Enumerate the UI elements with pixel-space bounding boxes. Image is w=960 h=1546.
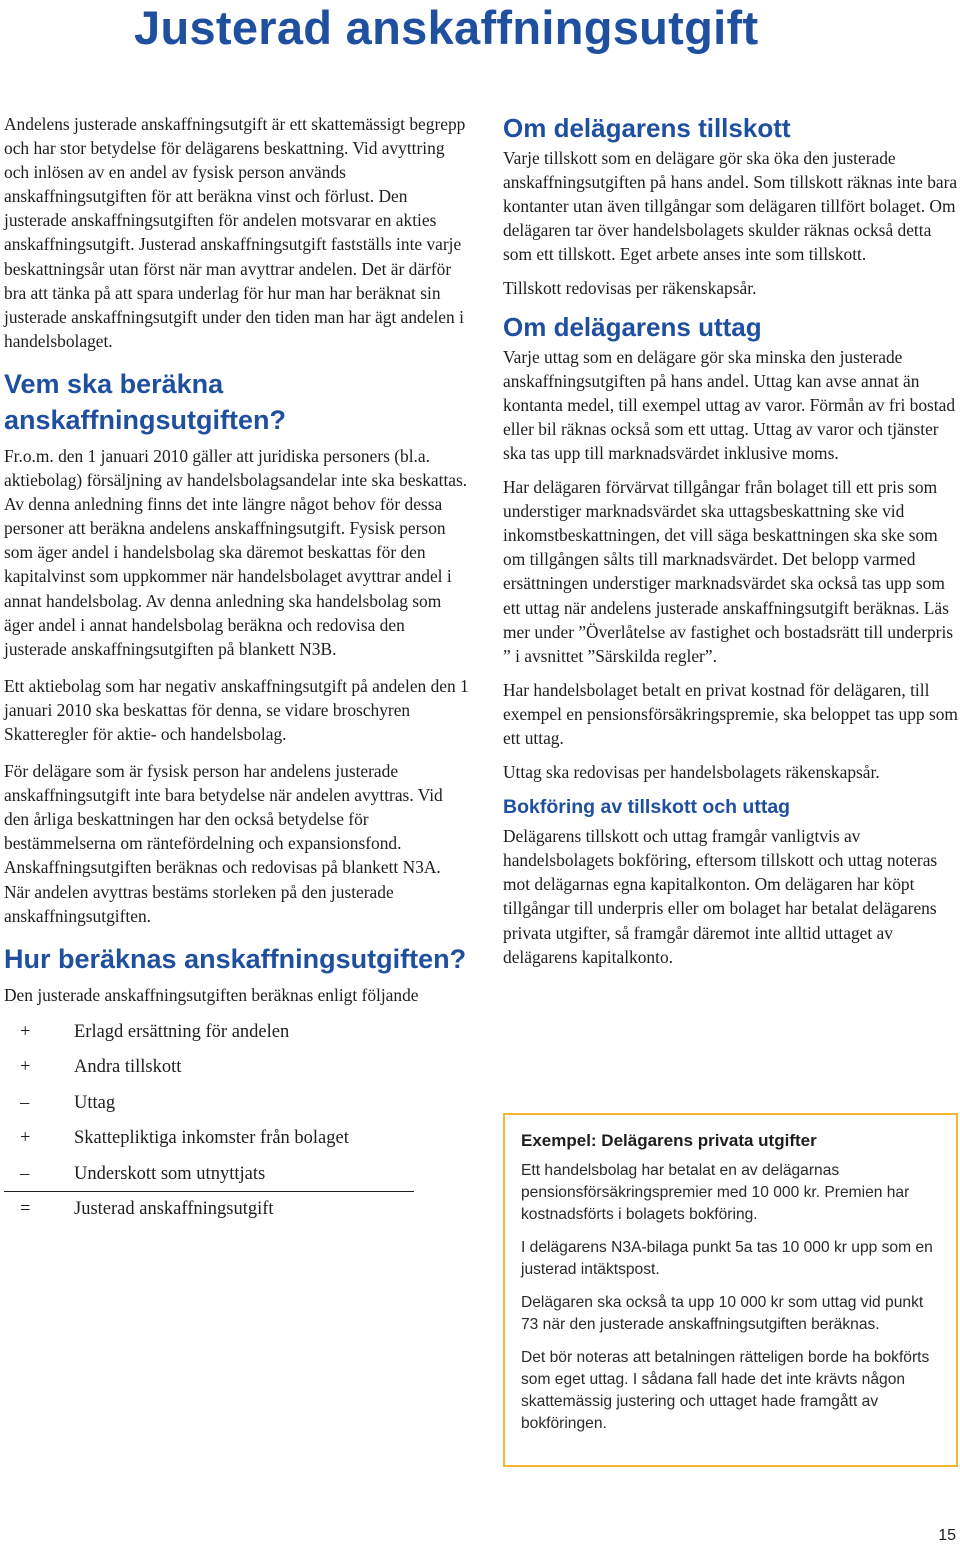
example-title: Exempel: Delägarens privata utgifter (521, 1131, 817, 1150)
formula-text: Justerad anskaffningsutgift (74, 1198, 274, 1219)
formula-row (4, 1015, 414, 1051)
heading-how-calculated: Hur beräknas anskaffningsutgiften? (4, 943, 467, 974)
who-paragraph-3: För delägare som är fysisk person har andelens justerade anskaffningsutgift inte bara betydelse när andelen avyttras. Vid den årliga beskattningen har den också betydelse för bestämmelserna om räntefördelning och expansionsfond. Anskaffningsutgiften beräknas och redovisas på blankett N3A. När andelen avyttras bestäms storleken på den justerade anskaffningsutgiften. (4, 761, 443, 926)
heading-bokforing: Bokföring av tillskott och uttag (503, 796, 791, 819)
formula-text: Skattepliktiga inkomster från bolaget (74, 1128, 349, 1149)
intro-paragraph: Andelens justerade anskaffningsutgift är ett skattemässigt begrepp och har stor betydelse för delägarens beskattning. Vid avyttring och inlösen av en andel av fysisk person används anskaffningsutgiften för att beräkna vinst och förlust. Den justerade anskaffningsutgiften för andelen motsvarar en akties anskaffningsutgift. Justerad anskaffningsutgift fastställs inte varje beskattningsår utan först när man avyttrar andelen. Det är därför bra att tänka på att spara underlag för hur man har beräknat sin justerade anskaffningsutgift under den tiden man har ägt andelen i handelsbolaget. (4, 114, 466, 351)
example-box (503, 1113, 958, 1467)
heading-uttag: Om delägarens uttag (503, 311, 762, 342)
who-paragraph-1: Fr.o.m. den 1 januari 2010 gäller att juridiska personers (bl.a. aktiebolag) försäljning av handelsbolagsandelar inte ska beskattas. Av denna anledning finns det inte längre något behov för dessa personer att beräkna andelens anskaffningsutgift. Fysisk person som äger andel i handelsbolag ska däremot beskattas för den kapitalvinst som uppkommer när handelsbolaget avyttrar andel i annat handelsbolag. Av denna anledning ska handelsbolag som äger andel i annat handelsbolag beräkna och redovisa den justerade anskaffningsutgiften på blankett N3B. (4, 445, 468, 659)
formula-row (4, 1157, 414, 1192)
formula-sign: + (20, 1057, 31, 1078)
formula-text: Underskott som utnyttjats (74, 1163, 266, 1184)
formula-row (4, 1121, 414, 1157)
formula-sign: = (20, 1198, 31, 1219)
tillskott-paragraph-2: Tillskott redovisas per räkenskapsår. (503, 278, 757, 299)
formula-text: Uttag (74, 1092, 116, 1113)
formula-sign: – (20, 1163, 30, 1184)
formula-text: Erlagd ersättning för andelen (74, 1021, 290, 1042)
formula-text: Andra tillskott (74, 1057, 182, 1078)
uttag-paragraph-2: Har delägaren förvärvat tillgångar från bolaget till ett pris som understiger marknadsvärdet ska uttagsbeskattning ske vid inkomstbeskattningen, det vill säga beskattningen ska ske som om tillgången sålts till marknadsvärdet. Det belopp varmed ersättningen understiger marknadsvärdet ska också tas upp som ett uttag när andelens justerade anskaffningsutgift beräknas. Läs mer under ”Överlåtelse av fastighet och bostadsrätt till underpris ” i avsnittet ”Särskilda regler”. (503, 477, 954, 666)
formula-sign: + (20, 1021, 31, 1042)
formula-result-row (4, 1192, 414, 1228)
calculation-formula (4, 1015, 470, 1228)
formula-sign: + (20, 1128, 31, 1149)
heading-tillskott: Om delägarens tillskott (503, 113, 791, 143)
page-title: Justerad anskaffningsutgift (134, 1, 759, 54)
bokforing-paragraph: Delägarens tillskott och uttag framgår vanligtvis av handelsbolagets bokföring, eftersom tillskott och uttag noteras mot delägarnas egna kapitalkonton. Om delägaren har köpt tillgångar till underpris eller om bolaget har betalat delägarens privata utgifter, så framgår däremot inte alltid uttaget av delägarens kapitalkonto. (503, 826, 938, 967)
tillskott-paragraph-1: Varje tillskott som en delägare gör ska öka den justerade anskaffningsutgiften på hans andel. Som tillskott räknas inte bara kontanter utan även tillgångar som delägaren tillfört bolaget. Om delägaren tar över handelsbolagets skulder räknas också detta som ett tillskott. Eget arbete anses inte som tillskott. (503, 148, 958, 265)
example-paragraph-4: Det bör noteras att betalningen rätteligen borde ha bokförts som eget uttag. I sådana fall hade det inte krävts någon skattemässig justering och uttaget hade framgått av bokföringen. (521, 1349, 930, 1432)
formula-sign: – (20, 1092, 30, 1113)
heading-who-calculates: Vem ska beräkna anskaffningsutgiften? (4, 368, 286, 435)
formula-row (4, 1050, 414, 1086)
left-column (4, 112, 470, 1227)
formula-row (4, 1086, 414, 1122)
example-paragraph-1: Ett handelsbolag har betalat en av delägarnas pensionsförsäkringspremier med 10 000 kr. Premien har kostnadsförts i bolagets bokföring. (521, 1162, 910, 1223)
example-paragraph-3: Delägaren ska också ta upp 10 000 kr som uttag vid punkt 73 när den justerade anskaffningsutgiften beräknas. (521, 1294, 924, 1333)
example-paragraph-2: I delägarens N3A-bilaga punkt 5a tas 10 000 kr upp som en justerad intäktspost. (521, 1239, 933, 1278)
how-intro: Den justerade anskaffningsutgiften beräknas enligt följande (4, 984, 419, 1005)
who-paragraph-2: Ett aktiebolag som har negativ anskaffningsutgift på andelen den 1 januari 2010 ska beskattas för denna, se vidare broschyren Skatteregler för aktie- och handelsbolag. (4, 675, 469, 744)
uttag-paragraph-1: Varje uttag som en delägare gör ska minska den justerade anskaffningsutgiften på hans andel. Uttag kan avse annat än kontanta medel, till exempel uttag av varor. Förmån av fri bostad eller bil räknas också som ett uttag. Uttag av varor och tjänster ska tas upp till marknadsvärdet inklusive moms. (503, 346, 956, 463)
right-column (503, 112, 958, 979)
page-number: 15 (938, 1527, 956, 1544)
uttag-paragraph-3: Har handelsbolaget betalt en privat kostnad för delägaren, till exempel en pensionsförsäkringspremie, ska beloppet tas upp som ett uttag. (503, 679, 958, 748)
uttag-paragraph-4: Uttag ska redovisas per handelsbolagets räkenskapsår. (503, 762, 880, 783)
